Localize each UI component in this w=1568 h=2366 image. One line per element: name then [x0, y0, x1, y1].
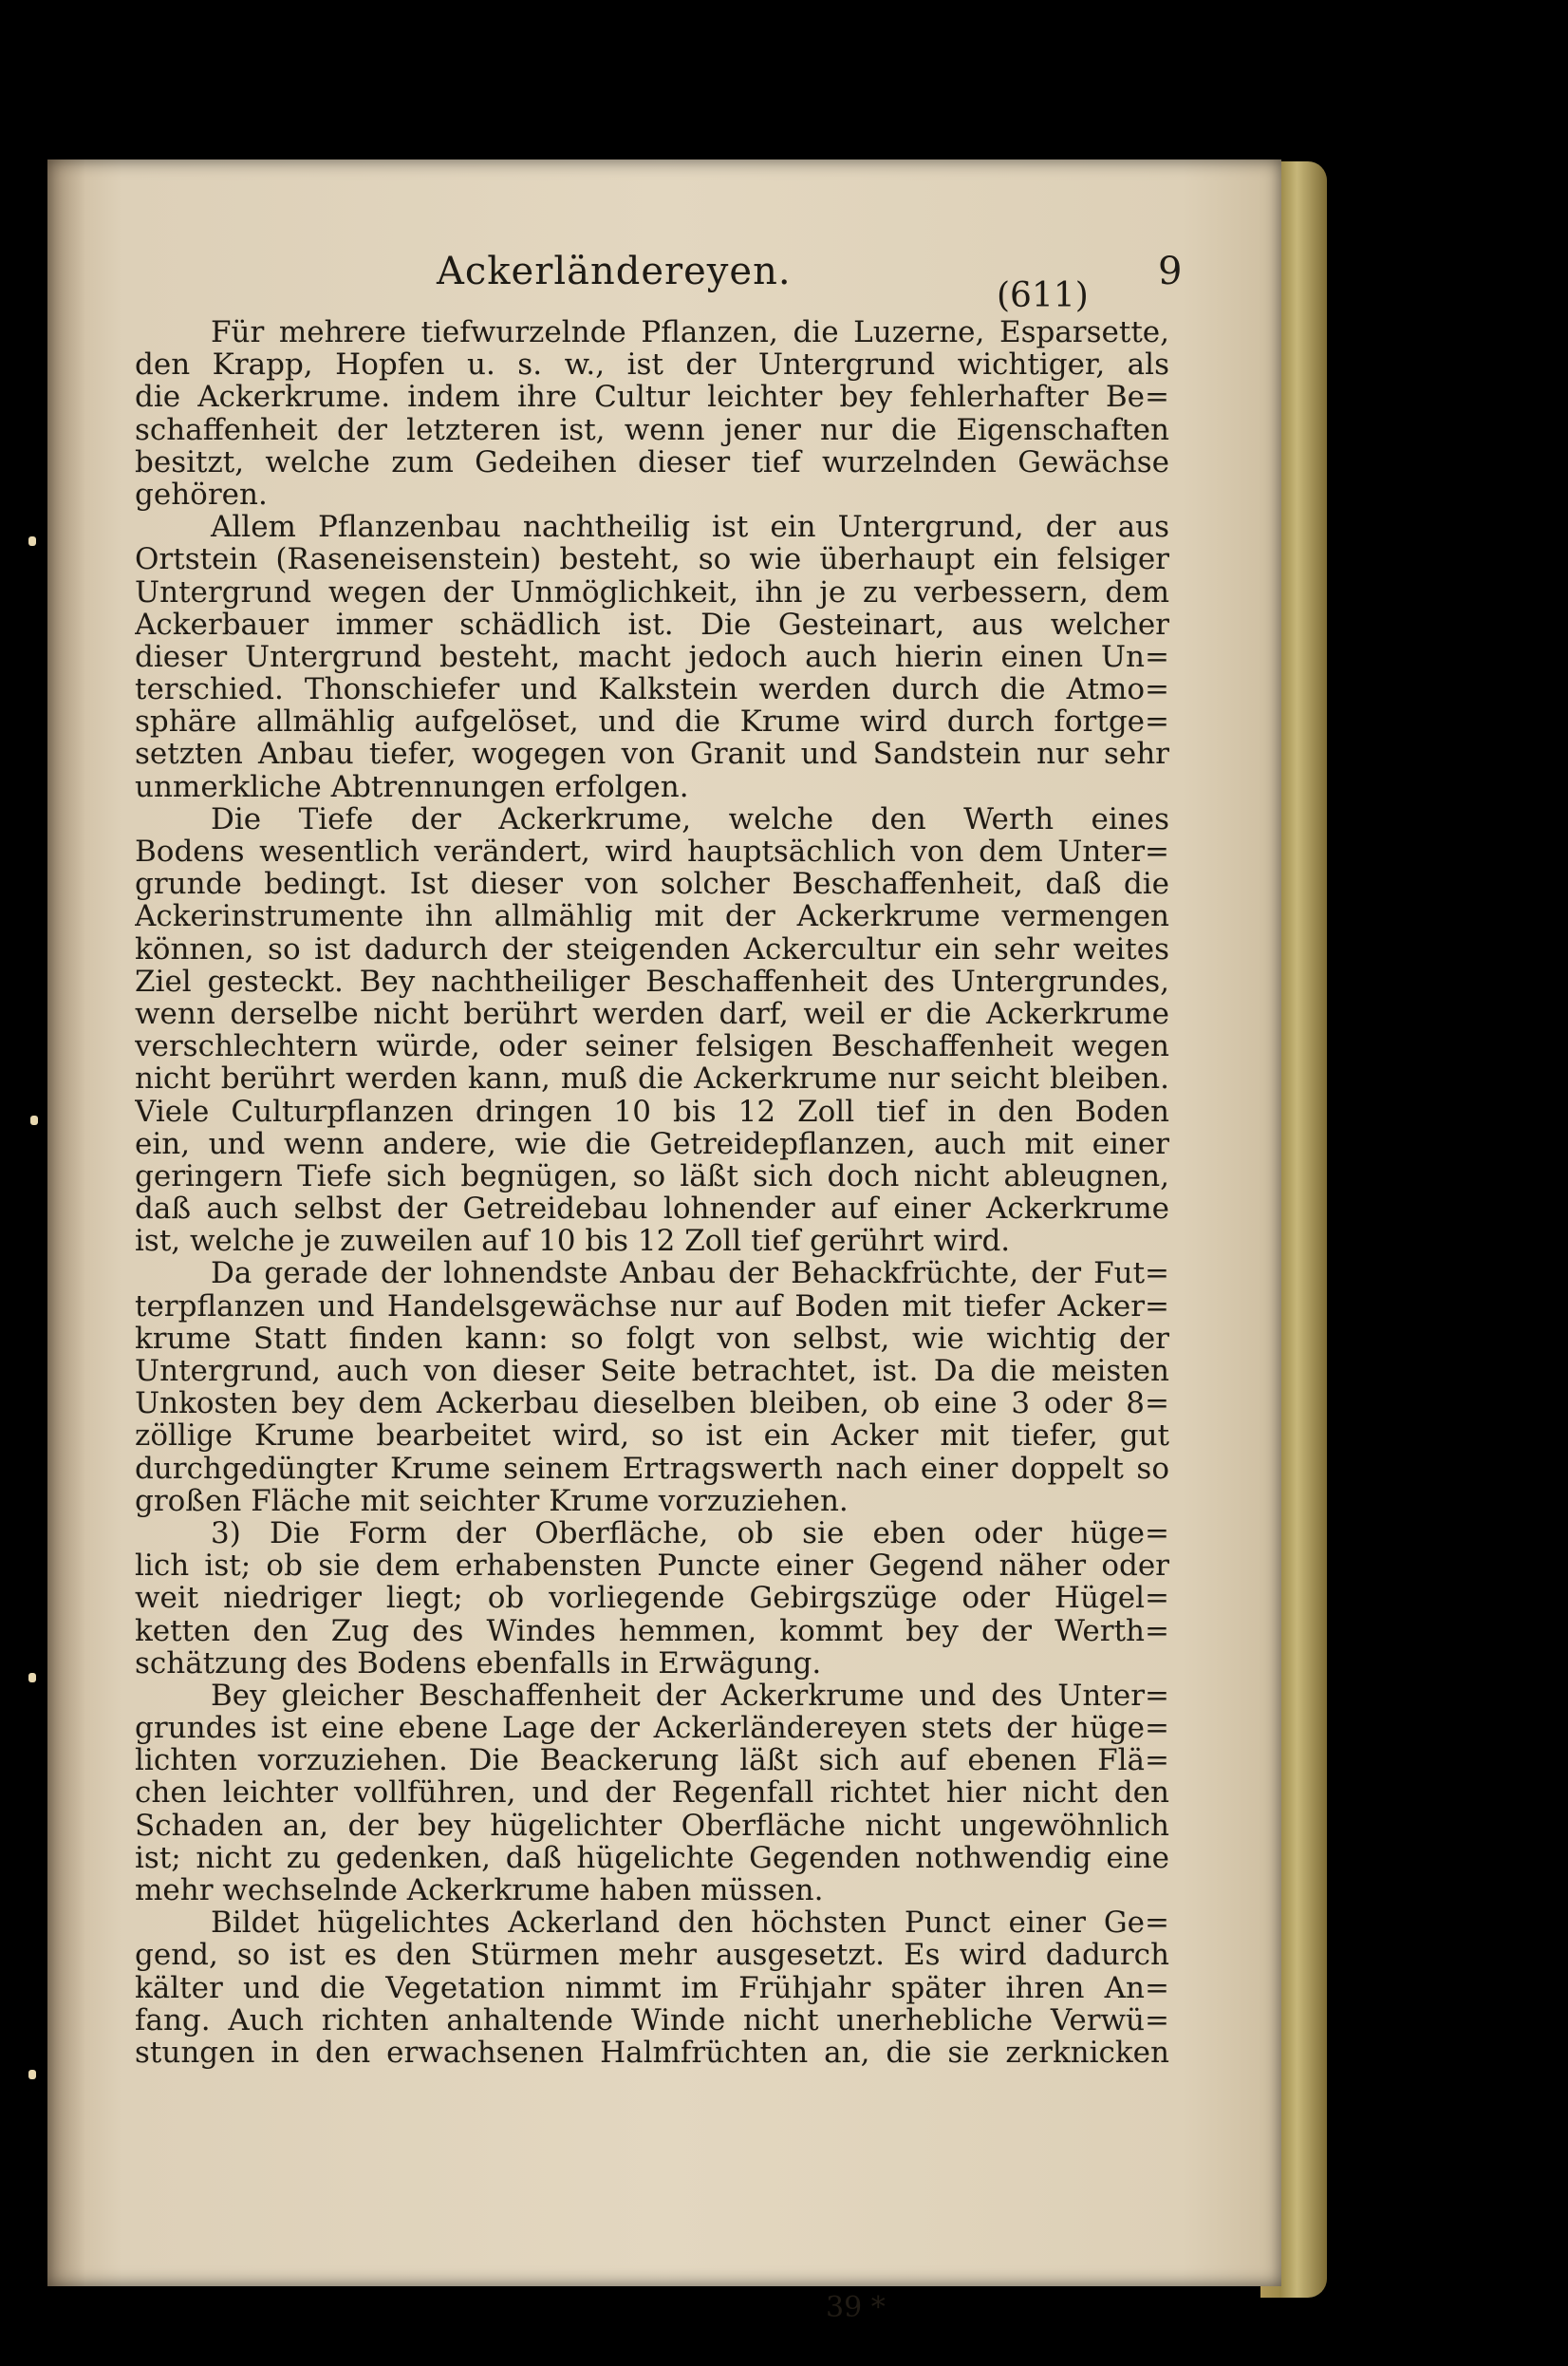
- text-line: besitzt, welche zum Gedeihen dieser tief wurzelnden Gewächse: [135, 445, 1169, 479]
- text-line: ketten den Zug des Windes hemmen, kommt bey der Werth=: [135, 1614, 1169, 1647]
- text-line: setzten Anbau tiefer, wogegen von Granit und Sandstein nur sehr: [135, 738, 1169, 771]
- text-line: grundes ist eine ebene Lage der Ackerländereyen stets der hüge=: [135, 1712, 1169, 1745]
- running-head: Ackerländereyen.: [437, 250, 792, 293]
- text-line: sphäre allmählig aufgelöset, und die Krume wird durch fortge=: [135, 705, 1169, 739]
- margin-mark: [28, 2070, 36, 2079]
- text-line: Die Tiefe der Ackerkrume, welche den Werth eines: [211, 802, 1169, 836]
- gutter-shadow: [47, 160, 85, 2286]
- text-line: krume Statt finden kann: so folgt von selbst, wie wichtig der: [135, 1322, 1169, 1355]
- section-number: (611): [997, 276, 1089, 315]
- text-line: lich ist; ob sie dem erhabensten Puncte einer Gegend näher oder: [135, 1549, 1169, 1583]
- text-line: ist, welche je zuweilen auf 10 bis 12 Zoll tief gerührt wird.: [135, 1225, 1011, 1258]
- text-line: Da gerade der lohnendste Anbau der Behackfrüchte, der Fut=: [211, 1257, 1169, 1290]
- text-line: Ziel gesteckt. Bey nachtheiliger Beschaffenheit des Untergrundes,: [135, 965, 1169, 998]
- text-line: wenn derselbe nicht berührt werden darf, weil er die Ackerkrume: [135, 997, 1169, 1031]
- text-line: terschied. Thonschiefer und Kalkstein werden durch die Atmo=: [135, 673, 1169, 706]
- body-text: [135, 316, 1169, 2069]
- text-line: nicht berührt werden kann, muß die Ackerkrume nur seicht bleiben.: [135, 1062, 1169, 1096]
- text-line: den Krapp, Hopfen u. s. w., ist der Untergrund wichtiger, als: [135, 348, 1169, 382]
- text-line: stungen in den erwachsenen Halmfrüchten an, die sie zerknicken: [135, 2036, 1169, 2070]
- book-page: [47, 160, 1281, 2324]
- page-number: 9: [1158, 250, 1183, 293]
- text-line: Unkosten bey dem Ackerbau dieselben bleiben, ob eine 3 oder 8=: [135, 1387, 1169, 1420]
- text-line: Für mehrere tiefwurzelnde Pflanzen, die Luzerne, Esparsette,: [211, 316, 1169, 349]
- text-line: durchgedüngter Krume seinem Ertragswerth nach einer doppelt so: [135, 1452, 1169, 1485]
- text-line: chen leichter vollführen, und der Regenfall richtet hier nicht den: [135, 1776, 1169, 1810]
- text-line: Untergrund wegen der Unmöglichkeit, ihn je zu verbessern, dem: [135, 575, 1169, 609]
- text-line: unmerkliche Abtrennungen erfolgen.: [135, 770, 689, 803]
- margin-mark: [30, 1116, 38, 1125]
- text-line: fang. Auch richten anhaltende Winde nicht unerhebliche Verwü=: [135, 2003, 1169, 2037]
- margin-mark: [28, 1673, 36, 1682]
- page-header: [47, 250, 1281, 307]
- text-line: schätzung des Bodens ebenfalls in Erwägung.: [135, 1646, 822, 1680]
- text-line: Untergrund, auch von dieser Seite betrachtet, ist. Da die meisten: [135, 1355, 1169, 1388]
- text-line: Bodens wesentlich verändert, wird hauptsächlich von dem Unter=: [135, 836, 1169, 869]
- text-line: schaffenheit der letzteren ist, wenn jener nur die Eigenschaften: [135, 413, 1169, 446]
- text-line: dieser Untergrund besteht, macht jedoch auch hierin einen Un=: [135, 640, 1169, 674]
- text-line: die Ackerkrume. indem ihre Cultur leichter bey fehlerhafter Be=: [135, 381, 1169, 414]
- text-line: können, so ist dadurch der steigenden Ackercultur ein sehr weites: [135, 932, 1169, 966]
- text-line: Schaden an, der bey hügelichter Oberfläche nicht ungewöhnlich: [135, 1809, 1169, 1842]
- text-line: geringern Tiefe sich begnügen, so läßt sich doch nicht ableugnen,: [135, 1159, 1169, 1193]
- text-line: großen Fläche mit seichter Krume vorzuziehen.: [135, 1484, 849, 1517]
- text-line: Ackerinstrumente ihn allmählig mit der Ackerkrume vermengen: [135, 900, 1169, 933]
- text-line: zöllige Krume bearbeitet wird, so ist ein Acker mit tiefer, gut: [135, 1419, 1169, 1453]
- text-line: daß auch selbst der Getreidebau lohnender auf einer Ackerkrume: [135, 1192, 1169, 1226]
- text-line: Bildet hügelichtes Ackerland den höchsten Punct einer Ge=: [211, 1906, 1169, 1940]
- text-line: Ortstein (Raseneisenstein) besteht, so wie überhaupt ein felsiger: [135, 543, 1169, 576]
- text-line: gehören.: [135, 478, 268, 512]
- text-line: ist; nicht zu gedenken, daß hügelichte Gegenden nothwendig eine: [135, 1841, 1169, 1874]
- text-line: lichten vorzuziehen. Die Beackerung läßt sich auf ebenen Flä=: [135, 1744, 1169, 1777]
- text-line: gend, so ist es den Stürmen mehr ausgesetzt. Es wird dadurch: [135, 1939, 1169, 1972]
- text-line: weit niedriger liegt; ob vorliegende Gebirgszüge oder Hügel=: [135, 1582, 1169, 1615]
- text-line: mehr wechselnde Ackerkrume haben müssen.: [135, 1874, 824, 1907]
- text-line: terpflanzen und Handelsgewächse nur auf Boden mit tiefer Acker=: [135, 1289, 1169, 1323]
- margin-mark: [28, 536, 36, 546]
- text-line: kälter und die Vegetation nimmt im Frühjahr später ihren An=: [135, 1971, 1169, 2004]
- printer-signature: 39 *: [826, 2291, 886, 2324]
- text-line: ein, und wenn andere, wie die Getreidepflanzen, auch mit einer: [135, 1127, 1169, 1160]
- text-line: 3) Die Form der Oberfläche, ob sie eben oder hüge=: [211, 1516, 1169, 1550]
- text-line: Allem Pflanzenbau nachtheilig ist ein Untergrund, der aus: [211, 511, 1169, 544]
- text-line: verschlechtern würde, oder seiner felsigen Beschaffenheit wegen: [135, 1030, 1169, 1063]
- text-line: grunde bedingt. Ist dieser von solcher Beschaffenheit, daß die: [135, 868, 1169, 901]
- text-line: Ackerbauer immer schädlich ist. Die Gesteinart, aus welcher: [135, 608, 1169, 641]
- text-line: Viele Culturpflanzen dringen 10 bis 12 Zoll tief in den Boden: [135, 1095, 1169, 1128]
- text-line: Bey gleicher Beschaffenheit der Ackerkrume und des Unter=: [211, 1679, 1169, 1713]
